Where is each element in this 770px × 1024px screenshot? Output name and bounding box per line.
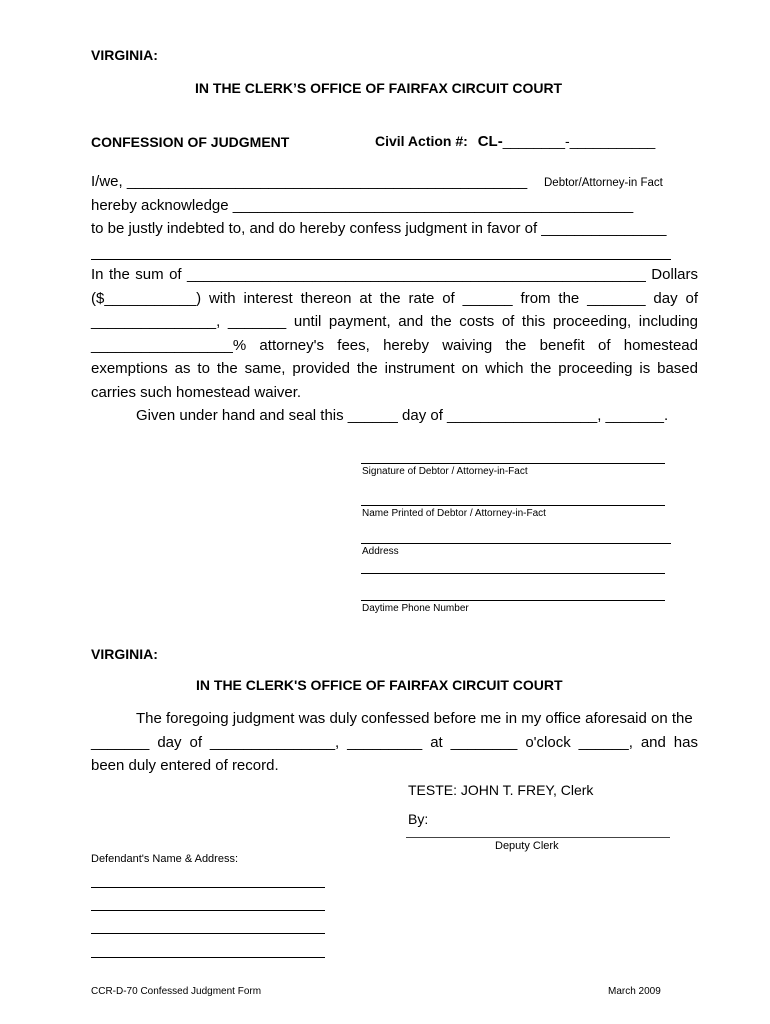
civil-action-suffix-field[interactable]: ___________ (569, 133, 656, 149)
interest-line: ($___________) with interest thereon at the rate of ______ from the _______ day of (91, 290, 698, 307)
attorney-fees-line: _________________% attorney's fees, hereby waiving the benefit of homestead (91, 337, 698, 354)
acknowledge-line: hereby acknowledge ________________________________________________ (91, 197, 634, 214)
signature-line[interactable] (361, 463, 665, 464)
by-label: By: (408, 811, 429, 827)
phone-line[interactable] (361, 600, 665, 601)
waiver-line: carries such homestead waiver. (91, 384, 302, 401)
clerk-court-heading: IN THE CLERK'S OFFICE OF FAIRFAX CIRCUIT COURT (196, 677, 563, 693)
defendant-line-1[interactable] (91, 887, 325, 888)
state-heading: VIRGINIA: (91, 47, 158, 63)
civil-action-number-field[interactable]: ________ (502, 133, 566, 149)
debtor-line: I/we, ________________________________________________ (91, 173, 528, 190)
sum-line: In the sum of _______________________________________________________ Dollars (91, 266, 698, 283)
until-payment-line: _______________, _______ until payment, and the costs of this proceeding, including (91, 313, 698, 330)
defendant-line-3[interactable] (91, 933, 325, 934)
address-line-2[interactable] (361, 573, 665, 574)
defendant-label: Defendant's Name & Address: (91, 853, 239, 865)
debtor-label: Debtor/Attorney-in Fact (544, 177, 663, 189)
printed-name-label: Name Printed of Debtor / Attorney-in-Fact (362, 508, 546, 519)
civil-action-prefix: CL- (477, 133, 503, 150)
court-heading: IN THE CLERK’S OFFICE OF FAIRFAX CIRCUIT COURT (195, 80, 563, 96)
form-title: CONFESSION OF JUDGMENT (91, 134, 290, 150)
form-date: March 2009 (608, 986, 661, 997)
clerk-state-heading: VIRGINIA: (91, 646, 158, 662)
address-label: Address (362, 546, 399, 557)
civil-action-label: Civil Action #: (375, 133, 468, 149)
indebted-line: to be justly indebted to, and do hereby confess judgment in favor of _______________ (91, 220, 667, 237)
deputy-clerk-label: Deputy Clerk (495, 840, 559, 852)
entered-line: been duly entered of record. (91, 757, 279, 774)
confessed-line: The foregoing judgment was duly confessed before me in my office aforesaid on the (136, 710, 693, 727)
defendant-line-4[interactable] (91, 957, 325, 958)
confessed-date-line: _______ day of _______________, _________ at ________ o'clock ______, and has (91, 734, 698, 751)
civil-action (375, 133, 655, 150)
printed-name-line[interactable] (361, 505, 665, 506)
address-line[interactable] (361, 543, 671, 544)
defendant-line-2[interactable] (91, 910, 325, 911)
teste-line: TESTE: JOHN T. FREY, Clerk (408, 782, 594, 798)
phone-label: Daytime Phone Number (362, 603, 469, 614)
exemptions-line: exemptions as to the same, provided the instrument on which the proceeding is based (91, 360, 698, 377)
civil-action-separator: - (565, 133, 570, 149)
signature-label: Signature of Debtor / Attorney-in-Fact (362, 466, 528, 477)
given-line: Given under hand and seal this ______ day of __________________, _______. (136, 407, 669, 424)
blank-line[interactable] (91, 259, 671, 260)
form-id: CCR-D-70 Confessed Judgment Form (91, 986, 262, 997)
deputy-clerk-line[interactable] (406, 837, 670, 838)
